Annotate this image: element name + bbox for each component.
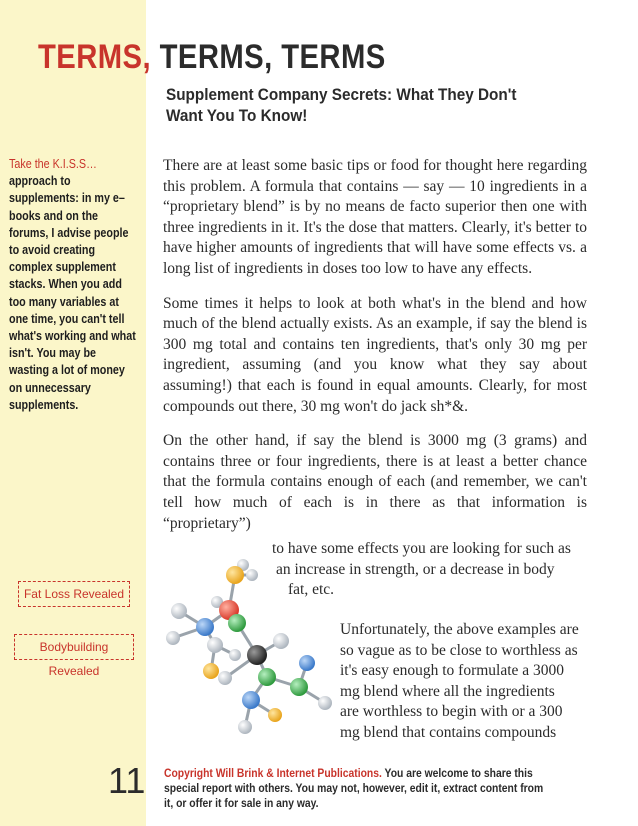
bodybuilding-revealed-link[interactable]: Bodybuilding Revealed <box>14 634 134 660</box>
page-number: 11 <box>108 760 146 801</box>
fat-loss-revealed-link[interactable]: Fat Loss Revealed <box>18 581 130 607</box>
text-line: fat, etc. <box>288 581 335 599</box>
text-line: Unfortunately, the above examples are <box>340 621 579 638</box>
article-body <box>163 156 587 548</box>
text-line: are worthless to begin with or a 300 <box>340 703 563 721</box>
sidebar-note-lead: Take the K.I.S.S… <box>9 157 97 171</box>
copyright-footer <box>164 767 546 812</box>
copyright-notice: You are welcome to share this special report with others. You may not, however, edit it, extract content from it, or offer it for sale in any way. <box>164 768 544 810</box>
text-line: mg blend that contains compounds <box>340 723 557 741</box>
wrapped-text-2 <box>340 620 586 744</box>
text-line: mg blend where all the ingredients <box>340 682 555 700</box>
text-line: so vague as to be close to worthless as <box>340 641 578 659</box>
paragraph: Some times it helps to look at both what's in the blend and how much of the blend actually exists. As an example, if say the blend is 300 mg total and contains ten ingredients, that's only 30 mg per ingredient, assuming (and you know what they say about assuming!) that each is found in equal amounts. Clearly, for most compounds out there, 30 mg won't do jack sh*&. <box>163 294 587 415</box>
page-title: TERMS, TERMS, TERMS <box>38 38 386 76</box>
sidebar-note <box>9 156 138 414</box>
paragraph: On the other hand, if say the blend is 3000 mg (3 grams) and contains three or four ingredients, there is at least a better chance that the formula contains enough of each (and remember, we can't tell how much of each is in there as that information is “proprietary”) <box>163 432 587 532</box>
text-line: to have some effects you are looking for such as <box>272 540 571 557</box>
text-line: an increase in strength, or a decrease in body <box>276 560 555 578</box>
copyright-owner: Copyright Will Brink & Internet Publications. <box>164 768 382 780</box>
molecule-illustration <box>155 555 345 750</box>
sidebar-note-text: approach to supplements: in my e–books and on the forums, I advise people to avoid creating complex supplement stacks. When you add too many variables at one time, you can't tell what's working and what isn't. You may be wasting a lot of money on unnecessary supplements. <box>9 174 136 412</box>
text-line: it's easy enough to formulate a 3000 <box>340 662 565 680</box>
page-subtitle: Supplement Company Secrets: What They Don't Want You To Know! <box>166 85 517 125</box>
paragraph: There are at least some basic tips or food for thought here regarding this problem. A formula that contains — say — 10 ingredients in a “proprietary blend” is by no means de facto superior then one with three ingredients in it. It's the dose that matters. Clearly, it's better to have higher amounts of ingredients that will have some effects vs. a long list of ingredients in doses too low to have any effects. <box>163 157 587 277</box>
